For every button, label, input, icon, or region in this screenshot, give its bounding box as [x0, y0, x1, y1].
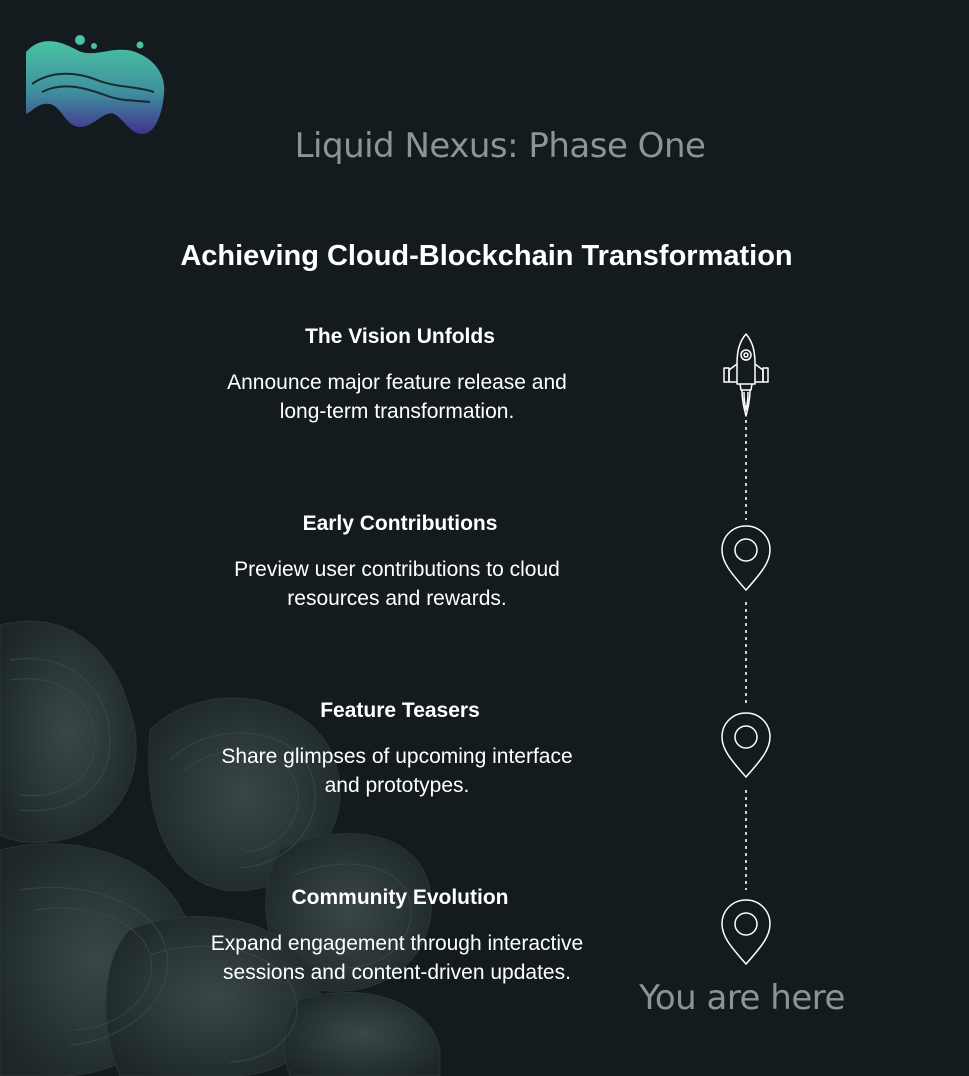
step-3-description: [97, 742, 697, 800]
step-2-line-1: Preview user contributions to cloud: [234, 558, 560, 581]
map-pin-icon-3: [722, 713, 770, 777]
step-4-description: [97, 929, 697, 987]
decorative-swirl-art: [0, 600, 620, 1076]
map-pin-icon-2: [722, 526, 770, 590]
page-subtitle: Achieving Cloud-Blockchain Transformation: [180, 240, 793, 272]
step-4-heading: Community Evolution: [291, 886, 509, 909]
step-2-heading: Early Contributions: [302, 512, 498, 535]
map-pin-icon-4: [722, 900, 770, 964]
liquid-nexus-logo: [22, 32, 168, 138]
step-2-line-2: resources and rewards.: [287, 587, 507, 610]
step-2-description: [97, 555, 697, 613]
step-4-line-2: sessions and content-driven updates.: [223, 961, 571, 984]
step-1-heading: The Vision Unfolds: [305, 325, 495, 348]
step-1-line-2: long-term transformation.: [279, 400, 515, 423]
step-4-line-1: Expand engagement through interactive: [210, 932, 584, 955]
rocket-icon: [724, 334, 768, 416]
you-are-here-label: You are here: [639, 978, 845, 1018]
step-3-heading: Feature Teasers: [320, 699, 480, 722]
step-3-line-2: and prototypes.: [324, 774, 470, 797]
step-1-line-1: Announce major feature release and: [227, 371, 567, 394]
step-3-line-1: Share glimpses of upcoming interface: [221, 745, 573, 768]
timeline-track: [700, 320, 800, 980]
step-1-description: [97, 368, 697, 426]
page-title: Liquid Nexus: Phase One: [294, 126, 706, 166]
